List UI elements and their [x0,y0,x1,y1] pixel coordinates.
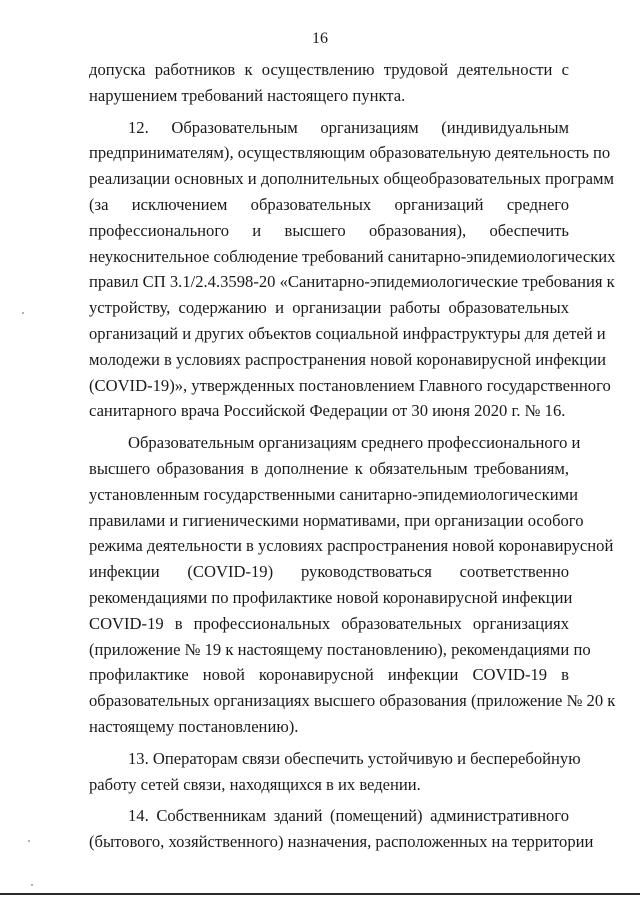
text-line: работу сетей связи, находящихся в их ведении. [89,774,421,794]
paragraph [89,803,594,855]
text-line: образовательных организациях высшего образования (приложение № 20 к [89,691,616,711]
paragraph [89,57,569,109]
text-line: правилами и гигиеническими нормативами, при организации особого [89,510,584,530]
text-line: режима деятельности в условиях распространения новой коронавирусной [89,536,614,556]
text-line: 14. Собственникам зданий (помещений) административного [128,806,569,826]
scan-speck [22,312,24,314]
text-line: настоящему постановлению). [89,716,299,736]
text-line: санитарного врача Российской Федерации от 30 июня 2020 г. № 16. [89,401,566,421]
text-line: правил СП 3.1/2.4.3598-20 «Санитарно-эпидемиологические требования к [89,272,615,292]
body-text [89,57,616,861]
text-line: профилактике новой коронавирусной инфекции COVID-19 в [89,665,569,685]
text-line: реализации основных и дополнительных общеобразовательных программ [89,169,614,189]
text-line: (COVID-19)», утвержденных постановлением Главного государственного [89,375,611,395]
text-line: COVID-19 в профессиональных образовательных организациях [89,613,569,633]
text-line: профессионального и высшего образования), обеспечить [89,220,569,240]
text-line: организаций и других объектов социальной инфраструктуры для детей и [89,323,606,343]
paragraph [89,115,616,425]
text-line: (приложение № 19 к настоящему постановлению), рекомендациями по [89,639,591,659]
scan-speck [28,840,30,842]
text-line: допуска работников к осуществлению трудовой деятельности с [89,60,569,79]
paragraph [89,430,616,740]
text-line: нарушением требований настоящего пункта. [89,85,406,105]
text-line: установленным государственными санитарно-эпидемиологическими [89,484,578,504]
text-line: (за исключением образовательных организаций среднего [89,194,569,214]
text-line: 12. Образовательным организациям (индивидуальным [128,117,569,137]
text-line: устройству, содержанию и организации работы образовательных [89,298,569,318]
scan-speck [31,884,33,886]
text-line: неукоснительное соблюдение требований санитарно-эпидемиологических [89,246,616,266]
text-line: инфекции (COVID-19) руководствоваться соответственно [89,562,569,582]
page-number: 16 [312,30,328,47]
paragraph [89,746,581,798]
text-line: молодежи в условиях распространения новой коронавирусной инфекции [89,349,606,369]
scan-edge-line [0,893,640,895]
text-line: Образовательным организациям среднего профессионального и [128,433,581,453]
text-line: 13. Операторам связи обеспечить устойчивую и бесперебойную [128,748,581,768]
text-line: рекомендациями по профилактике новой коронавирусной инфекции [89,587,573,607]
text-line: (бытового, хозяйственного) назначения, расположенных на территории [89,832,594,852]
text-line: высшего образования в дополнение к обязательным требованиям, [89,458,569,478]
text-line: предпринимателям), осуществляющим образовательную деятельность по [89,143,611,163]
